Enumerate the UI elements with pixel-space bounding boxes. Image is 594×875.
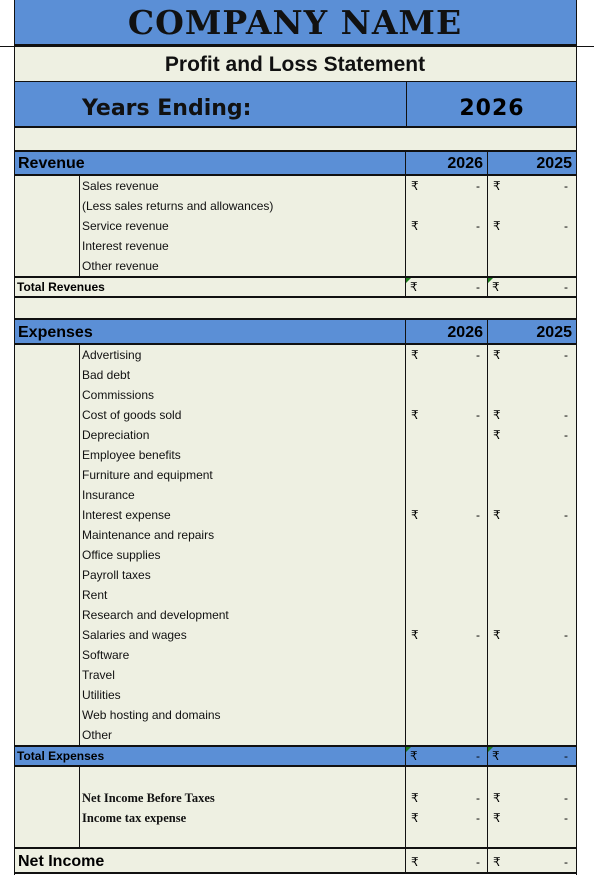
- table-row: [14, 625, 576, 645]
- table-row: [14, 385, 576, 405]
- spacer-row: [14, 298, 576, 318]
- table-row: [14, 505, 576, 525]
- currency-symbol: ₹: [411, 348, 419, 362]
- total-expenses-2025[interactable]: -: [564, 749, 568, 763]
- expenses-item-2026-value[interactable]: -: [476, 408, 480, 422]
- expenses-item-label[interactable]: Interest expense: [82, 508, 171, 522]
- years-ending-label[interactable]: Years Ending:: [82, 96, 252, 121]
- expenses-header: [14, 318, 576, 345]
- revenue-year2-header[interactable]: 2025: [487, 152, 576, 176]
- revenue-item-label[interactable]: (Less sales returns and allowances): [82, 199, 274, 213]
- revenue-item-2025-value[interactable]: -: [564, 179, 568, 193]
- net-income-2025[interactable]: -: [564, 855, 568, 869]
- expenses-item-label[interactable]: Depreciation: [82, 428, 150, 442]
- total-revenues-2025[interactable]: -: [564, 280, 568, 294]
- expenses-item-label[interactable]: Maintenance and repairs: [82, 528, 215, 542]
- column-divider: [487, 767, 488, 847]
- expenses-item-label[interactable]: Payroll taxes: [82, 568, 151, 582]
- summary-block: [14, 767, 576, 847]
- revenue-item-label[interactable]: Interest revenue: [82, 239, 169, 253]
- expenses-item-label[interactable]: Travel: [82, 668, 115, 682]
- table-row: [14, 645, 576, 665]
- table-row: [14, 665, 576, 685]
- revenue-header: [14, 150, 576, 176]
- income-tax-expense-2025[interactable]: -: [564, 811, 568, 825]
- currency-symbol: ₹: [493, 855, 501, 869]
- spacer-row: [14, 128, 576, 150]
- currency-symbol: ₹: [411, 408, 419, 422]
- expenses-item-2025-value[interactable]: -: [564, 508, 568, 522]
- currency-symbol: ₹: [493, 408, 501, 422]
- net-income-before-taxes-label[interactable]: Net Income Before Taxes: [82, 791, 215, 805]
- currency-symbol: ₹: [493, 628, 501, 642]
- table-row: [14, 525, 576, 545]
- sheet-border-right: [576, 0, 577, 875]
- total-revenues-row: [14, 276, 576, 298]
- expenses-item-2025-value[interactable]: -: [564, 348, 568, 362]
- table-row: [14, 485, 576, 505]
- expenses-item-2026-value[interactable]: -: [476, 508, 480, 522]
- currency-symbol: ₹: [492, 280, 500, 294]
- currency-symbol: ₹: [411, 628, 419, 642]
- total-revenues-label[interactable]: Total Revenues: [17, 280, 105, 294]
- table-row: [14, 465, 576, 485]
- expenses-item-label[interactable]: Insurance: [82, 488, 135, 502]
- total-expenses-row: [14, 745, 576, 767]
- table-row: [14, 256, 576, 276]
- years-ending-value[interactable]: 2026: [406, 82, 577, 128]
- table-row: [14, 236, 576, 256]
- revenue-item-label[interactable]: Other revenue: [82, 259, 159, 273]
- currency-symbol: ₹: [493, 811, 501, 825]
- revenue-item-2025-value[interactable]: -: [564, 219, 568, 233]
- column-divider: [405, 849, 406, 872]
- revenue-header-label[interactable]: Revenue: [18, 155, 85, 172]
- expenses-item-label[interactable]: Software: [82, 648, 130, 662]
- expenses-year1-header[interactable]: 2026: [405, 320, 487, 345]
- currency-symbol: ₹: [493, 348, 501, 362]
- total-revenues-2026[interactable]: -: [476, 280, 480, 294]
- currency-symbol: ₹: [411, 855, 419, 869]
- expenses-item-label[interactable]: Utilities: [82, 688, 121, 702]
- table-row: [14, 425, 576, 445]
- table-row: [14, 545, 576, 565]
- expenses-header-label[interactable]: Expenses: [18, 324, 93, 341]
- expenses-item-2026-value[interactable]: -: [476, 628, 480, 642]
- currency-symbol: ₹: [410, 280, 418, 294]
- table-row: [14, 365, 576, 385]
- expenses-item-label[interactable]: Office supplies: [82, 548, 161, 562]
- revenue-items: [14, 176, 576, 276]
- table-row: [14, 345, 576, 365]
- table-row: [14, 725, 576, 745]
- revenue-year1-header[interactable]: 2026: [405, 152, 487, 176]
- currency-symbol: ₹: [411, 508, 419, 522]
- expenses-item-2025-value[interactable]: -: [564, 408, 568, 422]
- table-row: [14, 705, 576, 725]
- revenue-item-2026-value[interactable]: -: [476, 219, 480, 233]
- currency-symbol: ₹: [410, 749, 418, 763]
- currency-symbol: ₹: [411, 811, 419, 825]
- expenses-item-2025-value[interactable]: -: [564, 628, 568, 642]
- expenses-item-2026-value[interactable]: -: [476, 348, 480, 362]
- expenses-year2-header[interactable]: 2025: [487, 320, 576, 345]
- revenue-item-label[interactable]: Service revenue: [82, 219, 169, 233]
- expenses-item-label[interactable]: Commissions: [82, 388, 155, 402]
- currency-symbol: ₹: [493, 219, 501, 233]
- expenses-item-label[interactable]: Research and development: [82, 608, 229, 622]
- expenses-item-label[interactable]: Rent: [82, 588, 108, 602]
- company-name[interactable]: COMPANY NAME: [14, 0, 576, 46]
- expenses-item-label[interactable]: Employee benefits: [82, 448, 181, 462]
- net-income-before-taxes-2026[interactable]: -: [476, 791, 480, 805]
- column-divider: [405, 767, 406, 847]
- currency-symbol: ₹: [411, 791, 419, 805]
- expense-items: [14, 345, 576, 745]
- gridline: [0, 46, 594, 47]
- income-tax-expense-label[interactable]: Income tax expense: [82, 811, 187, 825]
- total-expenses-2026[interactable]: -: [476, 749, 480, 763]
- column-divider: [79, 767, 80, 847]
- currency-symbol: ₹: [492, 749, 500, 763]
- revenue-item-2026-value[interactable]: -: [476, 179, 480, 193]
- revenue-item-label[interactable]: Sales revenue: [82, 179, 159, 193]
- years-ending-row: [14, 82, 576, 128]
- expenses-item-label[interactable]: Furniture and equipment: [82, 468, 213, 482]
- total-expenses-label[interactable]: Total Expenses: [17, 749, 105, 763]
- currency-symbol: ₹: [493, 428, 501, 442]
- table-row: [14, 216, 576, 236]
- net-income-label[interactable]: Net Income: [18, 853, 105, 870]
- expenses-item-2025-value[interactable]: -: [564, 428, 568, 442]
- currency-symbol: ₹: [493, 179, 501, 193]
- sheet-border-left: [14, 0, 15, 875]
- table-row: [14, 565, 576, 585]
- table-row: [14, 405, 576, 425]
- table-row: [14, 585, 576, 605]
- table-row: [14, 176, 576, 196]
- expenses-item-label[interactable]: Other: [82, 728, 113, 742]
- table-row: [14, 445, 576, 465]
- expenses-item-label[interactable]: Web hosting and domains: [82, 708, 221, 722]
- expenses-item-label[interactable]: Bad debt: [82, 368, 131, 382]
- income-tax-expense-2026[interactable]: -: [476, 811, 480, 825]
- net-income-2026[interactable]: -: [476, 855, 480, 869]
- table-row: [14, 685, 576, 705]
- currency-symbol: ₹: [493, 791, 501, 805]
- net-income-row: [14, 847, 576, 874]
- net-income-before-taxes-2025[interactable]: -: [564, 791, 568, 805]
- pl-sheet: [14, 0, 576, 875]
- expenses-item-label[interactable]: Cost of goods sold: [82, 408, 182, 422]
- expenses-item-label[interactable]: Salaries and wages: [82, 628, 187, 642]
- currency-symbol: ₹: [411, 179, 419, 193]
- expenses-item-label[interactable]: Advertising: [82, 348, 142, 362]
- table-row: [14, 605, 576, 625]
- currency-symbol: ₹: [411, 219, 419, 233]
- column-divider: [487, 849, 488, 872]
- table-row: [14, 196, 576, 216]
- statement-title[interactable]: Profit and Loss Statement: [14, 46, 576, 82]
- currency-symbol: ₹: [493, 508, 501, 522]
